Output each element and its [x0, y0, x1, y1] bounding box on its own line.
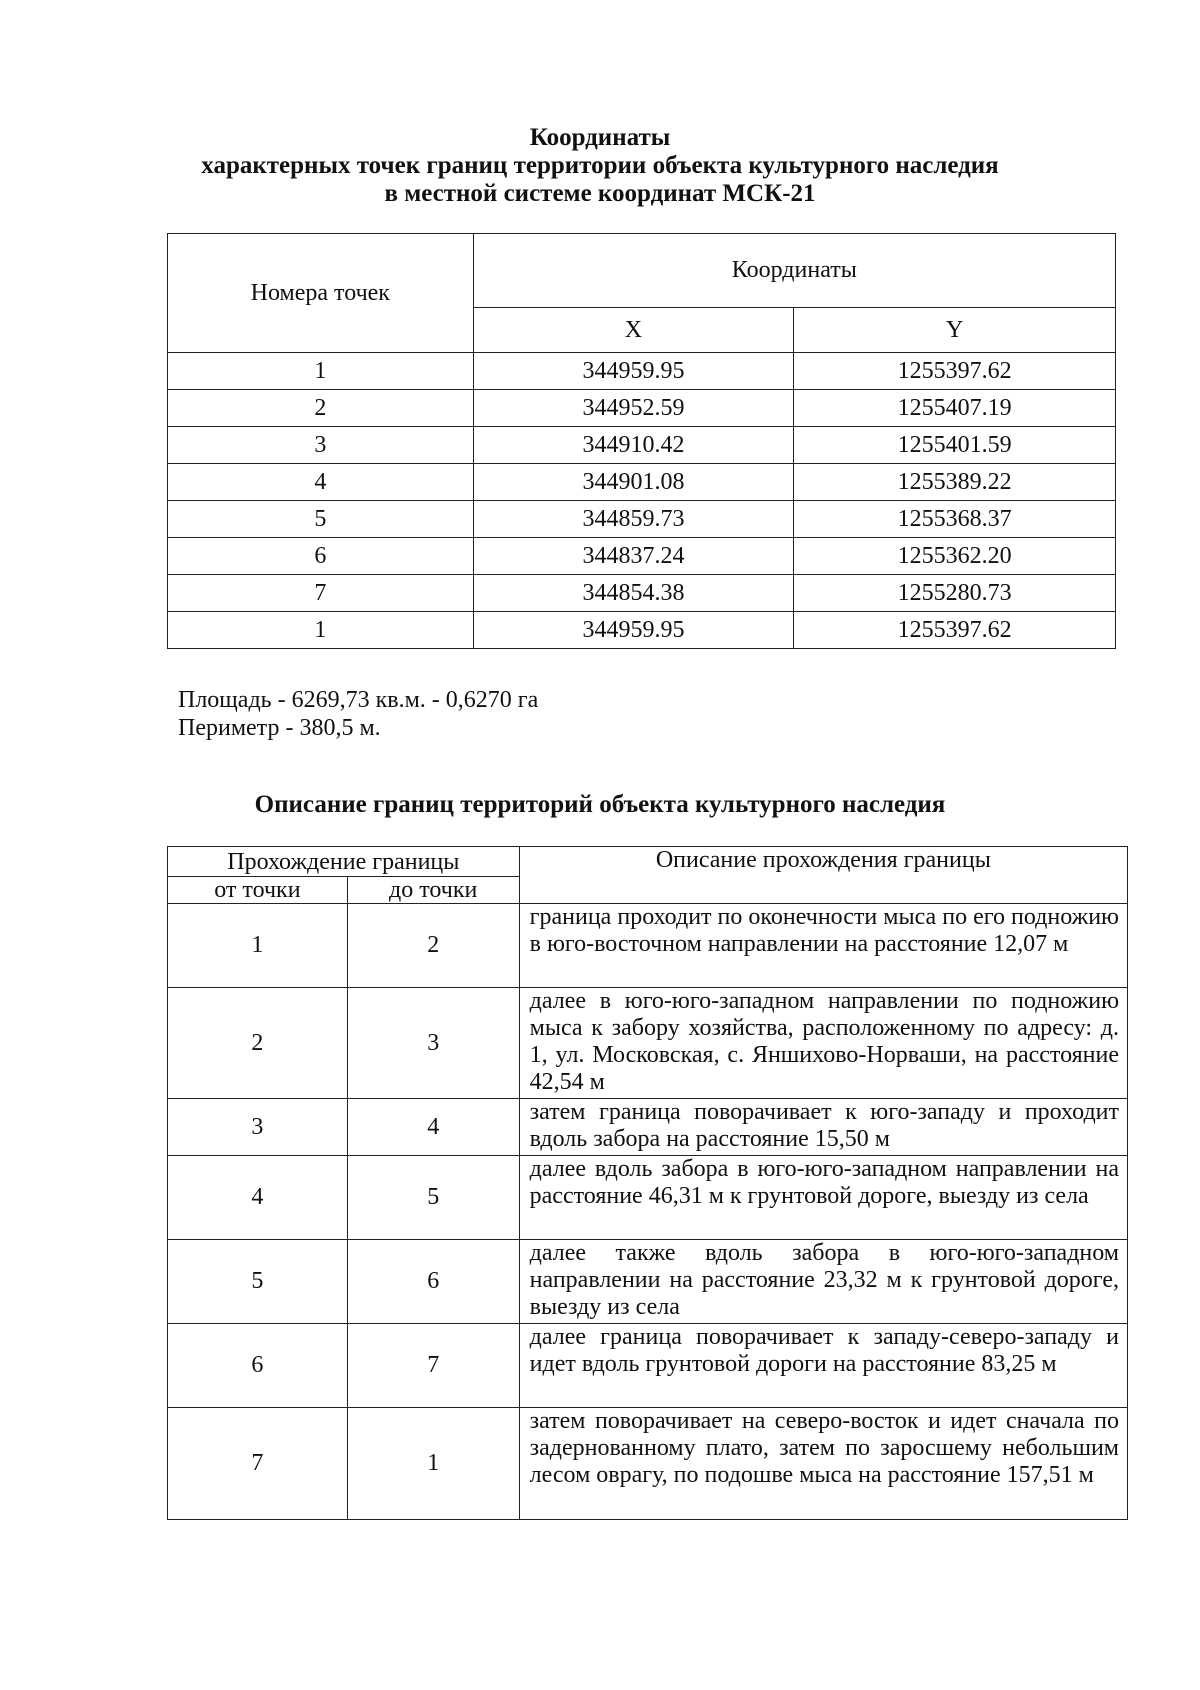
to-point: 4 — [347, 1099, 519, 1156]
header-point-numbers: Номера точек — [168, 234, 474, 353]
table-row — [168, 427, 1116, 464]
description-title: Описание границ территорий объекта культурного наследия — [254, 791, 946, 818]
point-number: 1 — [168, 353, 474, 390]
x-value: 344959.95 — [473, 353, 794, 390]
y-value: 1255280.73 — [794, 575, 1116, 612]
boundary-description: граница проходит по оконечности мыса по его подножию в юго-восточном направлении на расстояние 12,07 м — [519, 904, 1127, 988]
point-number: 6 — [168, 538, 474, 575]
from-point: 4 — [168, 1156, 348, 1240]
from-point: 3 — [168, 1099, 348, 1156]
boundary-description: далее вдоль забора в юго-юго-западном направлении на расстояние 46,31 м к грунтовой дороге, выезду из села — [519, 1156, 1127, 1240]
table-row — [168, 464, 1116, 501]
header-coordinates: Координаты — [473, 234, 1115, 308]
table-row — [168, 501, 1116, 538]
from-point: 1 — [168, 904, 348, 988]
y-value: 1255407.19 — [794, 390, 1116, 427]
to-point: 7 — [347, 1324, 519, 1408]
title-line-3: в местной системе координат МСК-21 — [384, 180, 816, 207]
y-value: 1255362.20 — [794, 538, 1116, 575]
from-point: 7 — [168, 1408, 348, 1520]
header-y: Y — [794, 308, 1116, 353]
y-value: 1255368.37 — [794, 501, 1116, 538]
document-title — [150, 124, 1050, 208]
x-value: 344859.73 — [473, 501, 794, 538]
boundary-description: далее также вдоль забора в юго-юго-западном направлении на расстояние 23,32 м к грунтовой дороге, выезду из села — [519, 1240, 1127, 1324]
y-value: 1255401.59 — [794, 427, 1116, 464]
title-line-2: характерных точек границ территории объекта культурного наследия — [201, 152, 999, 179]
x-value: 344837.24 — [473, 538, 794, 575]
x-value: 344959.95 — [473, 612, 794, 649]
point-number: 1 — [168, 612, 474, 649]
table-row — [168, 904, 1128, 988]
boundary-description: далее в юго-юго-западном направлении по подножию мыса к забору хозяйства, расположенному по адресу: д. 1, ул. Московская, с. Яншихово-Норваши, на расстояние 42,54 м — [519, 988, 1127, 1099]
x-value: 344952.59 — [473, 390, 794, 427]
table-row — [168, 353, 1116, 390]
y-value: 1255397.62 — [794, 353, 1116, 390]
boundary-description: затем поворачивает на северо-восток и идет сначала по задернованному плато, затем по заросшему небольшим лесом оврагу, по подошве мыса на расстояние 157,51 м — [519, 1408, 1127, 1520]
from-point: 5 — [168, 1240, 348, 1324]
header-to-point: до точки — [347, 877, 519, 904]
table-row — [168, 1324, 1128, 1408]
table-row — [168, 1099, 1128, 1156]
table-row — [168, 575, 1116, 612]
header-from-point: от точки — [168, 877, 348, 904]
to-point: 2 — [347, 904, 519, 988]
table-row — [168, 390, 1116, 427]
boundary-description: далее граница поворачивает к западу-северо-западу и идет вдоль грунтовой дороги на расстояние 83,25 м — [519, 1324, 1127, 1408]
table-row — [168, 538, 1116, 575]
point-number: 3 — [168, 427, 474, 464]
header-description: Описание прохождения границы — [519, 847, 1127, 904]
x-value: 344901.08 — [473, 464, 794, 501]
table-row — [168, 1240, 1128, 1324]
point-number: 7 — [168, 575, 474, 612]
boundary-description: затем граница поворачивает к юго-западу и проходит вдоль забора на расстояние 15,50 м — [519, 1099, 1127, 1156]
point-number: 4 — [168, 464, 474, 501]
x-value: 344910.42 — [473, 427, 794, 464]
to-point: 6 — [347, 1240, 519, 1324]
y-value: 1255389.22 — [794, 464, 1116, 501]
y-value: 1255397.62 — [794, 612, 1116, 649]
to-point: 3 — [347, 988, 519, 1099]
point-number: 2 — [168, 390, 474, 427]
to-point: 5 — [347, 1156, 519, 1240]
table-row — [168, 612, 1116, 649]
header-passage: Прохождение границы — [168, 847, 520, 877]
point-number: 5 — [168, 501, 474, 538]
x-value: 344854.38 — [473, 575, 794, 612]
coordinates-table — [167, 233, 1116, 649]
from-point: 6 — [168, 1324, 348, 1408]
area-text: Площадь - 6269,73 кв.м. - 0,6270 га — [178, 687, 539, 713]
to-point: 1 — [347, 1408, 519, 1520]
from-point: 2 — [168, 988, 348, 1099]
summary-block — [178, 686, 538, 742]
perimeter-text: Периметр - 380,5 м. — [178, 715, 381, 741]
boundary-description-table — [167, 846, 1128, 1520]
title-line-1: Координаты — [529, 124, 671, 151]
header-x: X — [473, 308, 794, 353]
table-row — [168, 988, 1128, 1099]
table-row — [168, 1156, 1128, 1240]
table-row — [168, 1408, 1128, 1520]
